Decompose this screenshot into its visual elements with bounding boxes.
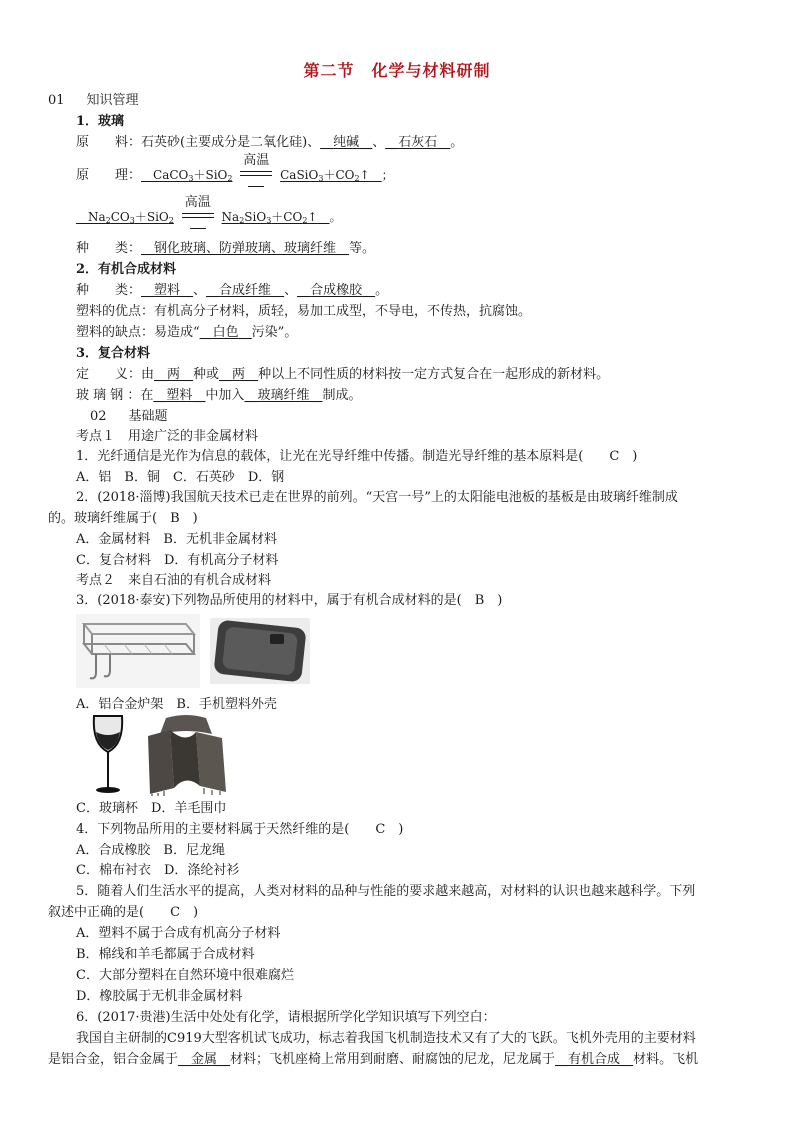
glass-equation-2: $\_\_Na_2CO_3+SiO_2$ 高温 $Na_2SiO_3+CO_2↑\_\_$。 — [76, 208, 341, 230]
page-title: 第二节 化学与材料研制 — [303, 61, 491, 80]
question-3-options-2: C．玻璃杯 D．羊毛围巾 — [76, 801, 227, 816]
question-2-stem-line1: 2．(2018·淄博)我国航天技术已走在世界的前列。“天宫一号”上的太阳能电池板的基板是由玻璃纤维制成 — [76, 490, 678, 505]
glass-raw-materials: 原 料：石英砂(主要成分是二氧化硅)、__纯碱__、__石灰石__。 — [76, 135, 464, 150]
section-02-heading: 02 基础题 — [90, 409, 168, 424]
key-point-2: 考点２ 来自石油的有机合成材料 — [76, 573, 272, 588]
key-point-1: 考点１ 用途广泛的非金属材料 — [76, 429, 259, 444]
question-4-options-1: A．合成橡胶 B．尼龙绳 — [76, 843, 225, 858]
reaction-condition: 高温 — [178, 208, 218, 226]
question-6-paragraph-line1: 我国自主研制的C919大型客机试飞成功，标志着我国飞机制造技术又有了大的飞跃。飞机外壳用的主要材料 — [76, 1031, 696, 1046]
composite-heading: 3．复合材料 — [76, 346, 151, 361]
question-4-options-2: C．棉布衬衣 D．涤纶衬衫 — [76, 863, 240, 878]
wool-scarf-image — [140, 714, 232, 796]
plastic-cons: 塑料的缺点：易造成“__白色__污染”。 — [76, 325, 298, 340]
question-5-option-a: A．塑料不属于合成有机高分子材料 — [76, 926, 281, 941]
frp-definition: 玻 璃 钢 ：在__塑料__中加入__玻璃纤维__制成。 — [76, 388, 362, 403]
aluminum-rack-image — [76, 614, 200, 688]
organic-kinds: 种 类：__塑料__、__合成纤维__、__合成橡胶__。 — [76, 283, 389, 298]
answer: C — [375, 822, 386, 837]
organic-heading: 2．有机合成材料 — [76, 262, 177, 277]
question-5-stem-line1: 5．随着人们生活水平的提高，人类对材料的品种与性能的要求越来越高，对材料的认识也越来越科学。下列 — [76, 884, 696, 899]
question-2-stem-line2: 的。玻璃纤维属于( B ) — [48, 511, 198, 526]
question-5-stem-line2: 叙述中正确的是( C ) — [48, 905, 199, 920]
question-2-options-1: A．金属材料 B．无机非金属材料 — [76, 532, 277, 547]
question-4-stem: 4．下列物品所用的主要材料属于天然纤维的是( C ) — [76, 822, 404, 837]
composite-definition: 定 义：由__两__种或__两__种以上不同性质的材料按一定方式复合在一起形成的新材料。 — [76, 367, 610, 382]
glass-equation-1: 原 理：__CaCO$_3$＋SiO$_2$ 高温 $CaSiO_3+CO_2↑\_\_$； — [76, 166, 394, 188]
question-5-option-b: B．棉线和羊毛都属于合成材料 — [76, 947, 255, 962]
glass-heading: 1．玻璃 — [76, 114, 125, 129]
answer: B — [170, 511, 180, 526]
glass-cup-image — [88, 714, 128, 796]
question-6-stem: 6．(2017·贵港)生活中处处有化学，请根据所学化学知识填写下列空白： — [76, 1010, 496, 1025]
answer: C — [609, 449, 620, 464]
question-1-stem: 1．光纤通信是光作为信息的载体，让光在光导纤维中传播。制造光导纤维的基本原料是( C ) — [76, 449, 638, 464]
answer: B — [474, 593, 485, 608]
question-3-stem: 3．(2018·泰安)下列物品所使用的材料中，属于有机合成材料的是( B ) — [76, 593, 503, 608]
reaction-condition: 高温 — [236, 166, 276, 184]
section-01-heading: 01 知识管理 — [48, 93, 139, 108]
question-5-option-d: D．橡胶属于无机非金属材料 — [76, 989, 243, 1004]
question-3-options-1: A．铝合金炉架 B．手机塑料外壳 — [76, 697, 277, 712]
glass-kinds: 种 类：__钢化玻璃、防弹玻璃、玻璃纤维__等。 — [76, 241, 376, 256]
question-5-option-c: C．大部分塑料在自然环境中很难腐烂 — [76, 968, 294, 983]
question-6-paragraph-line2: 是铝合金，铝合金属于__金属__材料；飞机座椅上常用到耐磨、耐腐蚀的尼龙，尼龙属于__有机合成__材料。飞机 — [48, 1052, 699, 1067]
phone-case-image — [210, 618, 310, 684]
question-2-options-2: C．复合材料 D．有机高分子材料 — [76, 553, 279, 568]
answer: C — [170, 905, 181, 920]
plastic-pros: 塑料的优点：有机高分子材料，质轻，易加工成型，不导电，不传热，抗腐蚀。 — [76, 304, 532, 319]
question-1-options: A．铝 B．铜 C．石英砂 D．钢 — [76, 470, 285, 485]
